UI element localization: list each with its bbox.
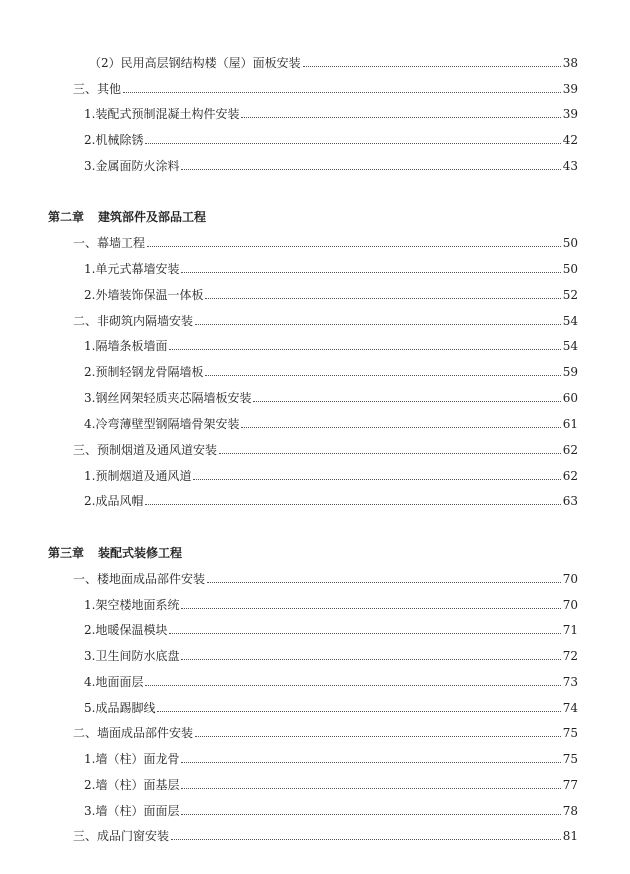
chapter-heading[interactable] (48, 544, 182, 562)
toc-entry-label: 1.预制烟道及通风道 (84, 469, 192, 483)
toc-entry-label: 2.成品风帽 (84, 494, 144, 508)
leader-dots (181, 271, 560, 273)
toc-entry-label: 3.墙（柱）面面层 (84, 804, 180, 818)
toc-entry-label: 2.外墙装饰保温一体板 (84, 288, 204, 302)
toc-entry-page: 75 (562, 726, 578, 740)
chapter-heading[interactable] (48, 208, 206, 226)
toc-entry[interactable] (0, 596, 630, 614)
leader-dots (169, 348, 560, 350)
toc-entry-page: 78 (562, 804, 578, 818)
toc-entry-label: 4.地面面层 (84, 675, 144, 689)
chapter-number: 第三章 (48, 546, 85, 560)
toc-entry-page: 61 (562, 417, 578, 431)
toc-entry-page: 52 (562, 288, 578, 302)
toc-entry[interactable] (0, 312, 630, 330)
toc-entry-page: 77 (562, 778, 578, 792)
toc-entry-label: 2.机械除锈 (84, 133, 144, 147)
leader-dots (181, 787, 560, 789)
leader-dots (181, 761, 560, 763)
toc-entry-label: 二、非砌筑内隔墙安装 (73, 314, 194, 328)
chapter-title: 建筑部件及部品工程 (98, 210, 207, 224)
leader-dots (193, 478, 560, 480)
toc-entry[interactable] (0, 80, 630, 98)
toc-entry[interactable] (0, 260, 630, 278)
toc-entry-label: 1.墙（柱）面龙骨 (84, 752, 180, 766)
toc-entry-page: 43 (562, 159, 578, 173)
toc-entry-page: 59 (562, 365, 578, 379)
toc-entry-page: 70 (562, 598, 578, 612)
leader-dots (157, 710, 560, 712)
leader-dots (181, 168, 560, 170)
toc-entry-label: 3.金属面防火涂料 (84, 159, 180, 173)
leader-dots (253, 400, 560, 402)
toc-entry-page: 38 (562, 56, 578, 70)
chapter-number: 第二章 (48, 210, 85, 224)
toc-entry-page: 71 (562, 623, 578, 637)
toc-entry-page: 60 (562, 391, 578, 405)
toc-entry[interactable] (0, 389, 630, 407)
toc-entry[interactable] (0, 647, 630, 665)
toc-entry[interactable] (0, 286, 630, 304)
toc-entry[interactable] (0, 802, 630, 820)
toc-entry[interactable] (0, 724, 630, 742)
toc-entry-label: 4.冷弯薄壁型钢隔墙骨架安装 (84, 417, 240, 431)
toc-entry-label: 2.墙（柱）面基层 (84, 778, 180, 792)
toc-entry-page: 75 (562, 752, 578, 766)
toc-entry-label: 一、楼地面成品部件安装 (73, 572, 206, 586)
leader-dots (205, 374, 560, 376)
toc-entry[interactable] (0, 363, 630, 381)
toc-entry[interactable] (0, 131, 630, 149)
toc-entry[interactable] (0, 673, 630, 691)
toc-entry-label: 三、预制烟道及通风道安装 (73, 443, 218, 457)
toc-entry[interactable] (0, 750, 630, 768)
leader-dots (241, 116, 560, 118)
toc-entry[interactable] (0, 827, 630, 845)
toc-entry-page: 54 (562, 339, 578, 353)
leader-dots (181, 813, 560, 815)
toc-entry-label: 1.单元式幕墙安装 (84, 262, 180, 276)
toc-entry[interactable] (0, 699, 630, 717)
toc-entry-page: 54 (562, 314, 578, 328)
toc-entry-page: 70 (562, 572, 578, 586)
toc-entry-label: 2.预制轻钢龙骨隔墙板 (84, 365, 204, 379)
toc-entry-label: 二、墙面成品部件安装 (73, 726, 194, 740)
chapter-title: 装配式装修工程 (98, 546, 183, 560)
toc-entry-label: 1.架空楼地面系统 (84, 598, 180, 612)
toc-entry-page: 50 (562, 236, 578, 250)
toc-entry-label: 2.地暖保温模块 (84, 623, 168, 637)
leader-dots (145, 142, 560, 144)
toc-entry-page: 74 (562, 701, 578, 715)
leader-dots (195, 323, 561, 325)
toc-entry-page: 81 (562, 829, 578, 843)
leader-dots (145, 503, 560, 505)
leader-dots (219, 452, 561, 454)
toc-entry-label: 三、其他 (73, 82, 122, 96)
toc-entry[interactable] (0, 467, 630, 485)
toc-entry[interactable] (0, 54, 630, 72)
leader-dots (169, 632, 560, 634)
toc-entry[interactable] (0, 105, 630, 123)
toc-entry-label: 三、成品门窗安装 (73, 829, 170, 843)
toc-entry-label: 3.卫生间防水底盘 (84, 649, 180, 663)
toc-entry-page: 50 (562, 262, 578, 276)
toc-entry-label: 5.成品踢脚线 (84, 701, 156, 715)
leader-dots (123, 91, 561, 93)
toc-entry[interactable] (0, 157, 630, 175)
leader-dots (181, 658, 560, 660)
leader-dots (147, 245, 561, 247)
toc-entry[interactable] (0, 234, 630, 252)
toc-entry-page: 39 (562, 107, 578, 121)
leader-dots (303, 65, 561, 67)
toc-entry[interactable] (0, 337, 630, 355)
toc-entry[interactable] (0, 776, 630, 794)
toc-entry-label: 3.钢丝网架轻质夹芯隔墙板安装 (84, 391, 252, 405)
leader-dots (205, 297, 560, 299)
toc-entry[interactable] (0, 570, 630, 588)
toc-entry-page: 62 (562, 443, 578, 457)
leader-dots (241, 426, 560, 428)
toc-entry[interactable] (0, 415, 630, 433)
leader-dots (181, 607, 560, 609)
toc-entry-label: （2）民用高层钢结构楼（屋）面板安装 (89, 56, 301, 70)
toc-entry[interactable] (0, 492, 630, 510)
toc-entry-page: 72 (562, 649, 578, 663)
toc-entry-page: 62 (562, 469, 578, 483)
toc-entry-page: 39 (562, 82, 578, 96)
toc-entry[interactable] (0, 441, 630, 459)
toc-entry-page: 73 (562, 675, 578, 689)
toc-entry-page: 42 (562, 133, 578, 147)
leader-dots (207, 581, 561, 583)
leader-dots (145, 684, 560, 686)
toc-entry-label: 一、幕墙工程 (73, 236, 146, 250)
toc-entry-label: 1.装配式预制混凝土构件安装 (84, 107, 240, 121)
leader-dots (171, 838, 561, 840)
toc-entry[interactable] (0, 621, 630, 639)
leader-dots (195, 735, 561, 737)
toc-entry-page: 63 (562, 494, 578, 508)
toc-entry-label: 1.隔墙条板墙面 (84, 339, 168, 353)
